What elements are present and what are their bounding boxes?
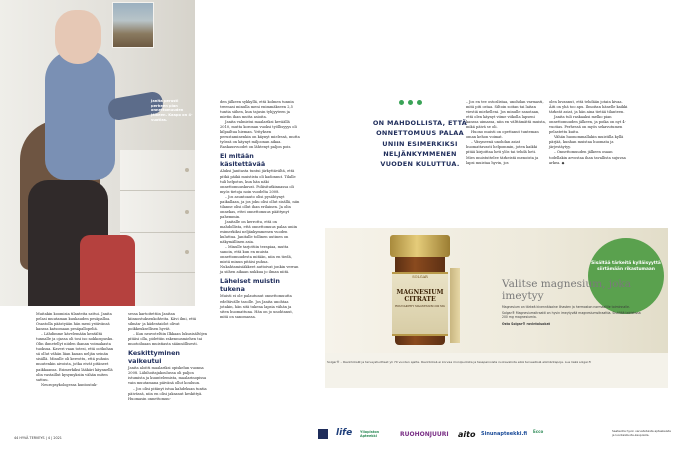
pull-quote: ON MAHDOLLISTA, ETTÄ ONNETTOMUUS PALAA UNIIN ESIMERKIKSI NELJÄNKYMMENEN VUODEN KULUTTUA. bbox=[372, 119, 468, 169]
section-heading: Läheiset muistin tukena bbox=[220, 277, 280, 294]
paragraph: Neuropsykologessa kuntoutuk- bbox=[41, 382, 98, 387]
dresser-knob bbox=[185, 210, 189, 214]
ad-badge: Sisältää tärkeitä kylläisyyttä siirtämään rikastumaan bbox=[588, 238, 664, 314]
photo-painting bbox=[112, 2, 154, 48]
paragraph: Vähän huonommallakin muistilla kyllä pärjää, kunhan muistaa huomata ja järjestäytyy. bbox=[549, 135, 624, 150]
product-subtitle: ROUNAKIHTY MAGNESIUM 200 MG bbox=[395, 305, 445, 308]
availability-note: Saatavilla hyvin varustetuista apteekeista ja luontaistuote-kaupoista. bbox=[612, 429, 671, 437]
section-heading: Ei mitään käsitettävää bbox=[220, 152, 266, 169]
paragraph: sessa kartoitettiin Janitan kiinnostuksenkohteita. Kävi ilmi, että silmän- ja kädentaidot olivat poikkeuksellisen hyvät. bbox=[128, 312, 197, 332]
photo-woman-leg bbox=[80, 235, 135, 306]
article-column-3 bbox=[220, 100, 300, 320]
logo-yliopiston-apteekki: Yliopiston Apteekki bbox=[360, 430, 380, 438]
logo-ruohonjuuri: RUOHONJUURI bbox=[400, 431, 449, 438]
article-column-2 bbox=[128, 312, 208, 402]
product-title: MAGNESIUM CITRATE bbox=[396, 289, 444, 303]
ad-headline bbox=[502, 278, 642, 326]
paragraph: Janita valmistui maalariksi keväällä 2010, mutta koronan vuoksi työllisyyys oli kilpailtua hieman. Yrityksen perustaminenkin on käynyt mielessä, mutta työssä on käynyt miljoonan aikaa. Raskausvuodet on lähtenyt paljon pois. bbox=[220, 120, 300, 150]
photo-child-body bbox=[45, 50, 115, 180]
ad-headline-text: Valitse magnesium, joka imeytyy bbox=[502, 278, 632, 302]
ad-text: Solgar® Magnesiumsitraatti on hyvin imeytyvää magnesiumsitraattia. Sisältää tabletissa 200 mg magnesiumia. bbox=[502, 311, 641, 320]
article-column-5 bbox=[549, 100, 629, 166]
logo-mark-icon bbox=[318, 429, 328, 439]
paragraph: Janita tuli raskaaksi melko pian onnettomuuden jälkeen, ja poika on nyt 4-vuotias. Perhessä on myös sekavutumen pelastettu kuitu. bbox=[549, 115, 626, 135]
paragraph: – Kun neuvoteltiin Ilkkaan lukusisältöjen pitäisi olla, pidettiin rakennusmiehen tai muotoiluaan muistiasta säännöllisesti. bbox=[128, 332, 208, 347]
paragraph: Muitakin koomisia tilanteita sattui. Janita pelasi muutaman kuukauden pesäpalloa. Osastolla päästyään hän meni ystävänsä kanssa katsomaan pesäpallopeliä. bbox=[36, 312, 112, 332]
paragraph: – Jos en tee ostoslistaa, unohdan varmasti, mitä piti ostaa. Siltoin soitan tai laitan viestiä miehelleni. Jos minulle sanotaan, että olen käynyt viime viikolla lapseni kanssa uimassa, niin en välttämättä muista, mikä päivä se oli. bbox=[466, 100, 546, 130]
quote-dot bbox=[408, 100, 413, 105]
photo-caption: Janita perusti perheen pian onnettomuuden jälkeen. Kaapo on 4-vuotias. bbox=[151, 99, 193, 122]
product-brand: SOLGAR bbox=[412, 275, 428, 279]
ad-footnote: Solgar® – Ravintolisät ja terveystuotteet yli 70 vuoden ajalta. Ravintolisä ei korvaa monipuolista ja tasapainoista ruokavaliota eikä terveellisiä elämäntapoja. Lue lisää solgar.fi bbox=[327, 360, 591, 364]
dresser-drawer-line bbox=[120, 190, 195, 191]
ad-text: Osta Solgar® ravintoluokat bbox=[502, 321, 551, 326]
ad-text: Magnesium on tärkeä kivennäisaine lihasten ja hermoston normaalille toiminnalle. bbox=[502, 305, 630, 309]
paragraph: – Lähdimme kävelemään kentältä tunnalle ja ojassa oli tosi iso nokkospusku. Olin ihmetellyt niiden ihanan voimakasta tuoksua. Kaveri vaan totesi, että ootkohan sä ollut vähän liian kauan neljän seinän sisällä. Minulle oli kerrottu, että puhuin muutenkin aivoista, jotka eivät pitäneet paikkaansa. Esimerkiksi lääkäri käynnellä olin vastaillut kysymyksiin vähän miten sattuu. bbox=[36, 332, 114, 382]
paragraph: Janita aloitti maalariksi opiskelun vuonna 2008. Lähihoitajakoulussa oli paljon istumista ja kuuntelemista, maalarinopissa vain muutamana päivänä ollut kouluun. bbox=[128, 366, 207, 386]
quote-dot bbox=[399, 100, 404, 105]
article-column-1 bbox=[36, 312, 115, 388]
paragraph: – Väsyneenä unohdan asiat huomattavasti helpommin, joten kaikki pitää kirjoittaa heti ylös tai tehdä heti. Mies muistuttelee tärkeistä menoista ja lapsi muistaa hyvin, jos bbox=[466, 140, 539, 165]
logo-life: life bbox=[336, 428, 353, 438]
dresser-drawer-line bbox=[120, 232, 195, 233]
dresser-knob bbox=[185, 250, 189, 254]
paragraph: Muisti ei ole palautunut onnettomuutta edeltävälle tasolle. Jos Janita unohtaa jotakin, hän sitä tukena lapsia vähän ja siten huomattuna. Hän on jo unohtanut, mitä on sanomassa. bbox=[220, 294, 293, 319]
logo-ecco: Ecco bbox=[533, 429, 544, 434]
paragraph: Janitalle on kerrottu, että on mahdollista, että onnettomuus palaa uniin esimerkiksi neljänkymmenen vuoden kuluttua. Janitalle tollinen uutinen on näkymällinen asia. bbox=[220, 219, 298, 245]
product-box bbox=[450, 268, 460, 343]
paragraph: – Onnettomuuden jälkeen osaan todellakin arvostaa ihan tavallista sujuvaa arkea. ◆ bbox=[549, 150, 626, 165]
article-photo bbox=[0, 0, 195, 306]
paragraph: olen luvannut, että tehdään jotain kivaa. Äiti on yhä too apu. Ilmoitan hänelle kaikki tärkeät asiat, ja hän aina tietää tilanteen. bbox=[549, 100, 628, 115]
paragraph: – Jos asuntoauto olisi pysähtynyt paikallaan, ja jos joku olisi ollut sisällä, niin tilanne olisi ollut ihan erilainen. Ja olin onnekas, ettei onnettomuus päättynyt pahemmin. bbox=[220, 194, 300, 219]
logo-aito: aito bbox=[458, 430, 476, 439]
logo-sinunapteekki: Sinunapteekki.fi bbox=[481, 431, 528, 437]
photo-child-head bbox=[55, 10, 101, 64]
product-jar-label bbox=[392, 272, 448, 336]
paragraph: – Jos olisi pitänyt istua kahdeksan tuntia päivässä, niin en olisi jaksanut keskittyä. Huomasin onnettomuu- bbox=[128, 386, 207, 401]
paragraph: – Minulle tarjottiin terapiaa, mutta sanoin, että kun en muista onnettomuudesta mitään, niin en tiedä, mistä minun pitäisi puhua. Nukahtamisiäkkeet auttoivat jonkin verran ja siihen aikaan nukkua jo ilman niitä. bbox=[220, 245, 299, 275]
article-column-4 bbox=[466, 100, 546, 166]
retailer-logos bbox=[318, 428, 608, 444]
paragraph: Aluksi Janitasta tuntui järkyttävältä, että pitkä päikä muistista oli kadonnut. Tilalle tuli helpotus, kun hän näki onnettomuuskuvat. Poliisitutkinnassa oli myös tietoja noin vuodelta 2008. bbox=[220, 169, 296, 194]
quote-dot bbox=[417, 100, 422, 105]
dresser-knob bbox=[185, 168, 189, 172]
page-footer: 44 HYVÄ TERVEYS | 4 | 2021 bbox=[14, 436, 62, 440]
paragraph: Huono muisti on opettanut tunteman oman kehon voimat. bbox=[466, 130, 539, 140]
product-jar-cap bbox=[390, 235, 450, 257]
paragraph: den jälkeen sykkyllä, että kolmen tunnin treenasi minulla meni enimmäkseen 2,5 tuntia siihen, kun tajusin tyhjyyteen ja mietin ihan mutta asioita. bbox=[220, 100, 294, 120]
section-heading: Keskittyminen vaikeutui bbox=[128, 349, 180, 366]
